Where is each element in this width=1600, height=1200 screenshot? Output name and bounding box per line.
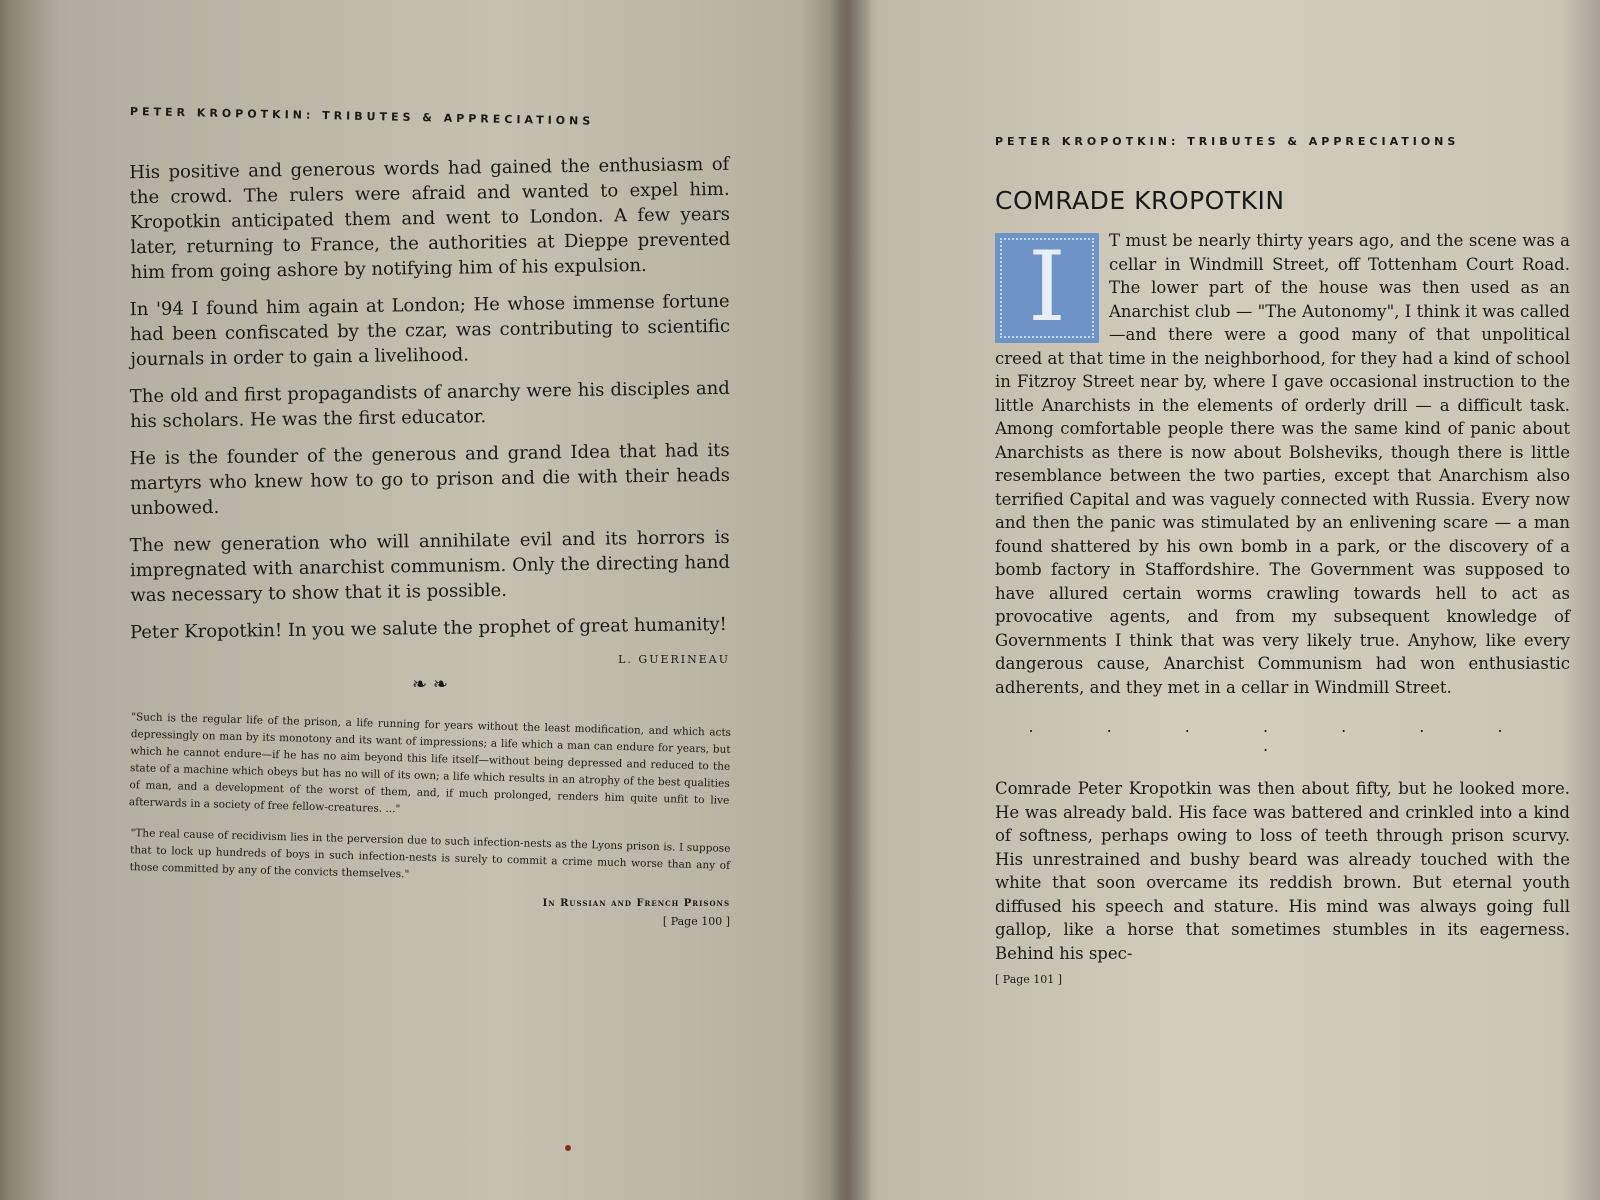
footnote-1: "Such is the regular life of the prison, a life running for years without the least modification, and which acts depressingly on man by its monotony and its want of impressions; a life which a man can endure for years, but which he cannot endure—if he has no aim beyond this life itself—without being depressed and reduced to the state of a machine which obeys but has no will of its own; a life which results in an atrophy of the best qualities of man, and a development of the worst of them, and, if much prolonged, renders him quite unfit to live afterwards in a society of free fellow-creatures. ...": [128, 711, 732, 816]
footnote-source: In Russian and French Prisons: [542, 898, 730, 909]
right-page-number: [ Page 101 ]: [995, 973, 1063, 986]
left-paragraph-1: His positive and generous words had gained the enthusiasm of the crowd. The rulers were afraid and wanted to expel him. Kropotkin anticipated them and went to London. A few years later, returning to France, the authorities at Dieppe prevented him from going ashore by notifying him of his expulsion.: [129, 153, 731, 284]
right-running-head: PETER KROPOTKIN: TRIBUTES & APPRECIATIONS: [995, 135, 1460, 148]
right-paragraph-2: Comrade Peter Kropotkin was then about fifty, but he looked more. He was already bald. His face was battered and crinkled into a kind of softness, perhaps owing to loss of teeth through prison scurvy. His unrestrained and bushy beard was already touched with the white that soon overcame its reddish brown. But eternal youth diffused his speech and stature. His mind was always going full gallop, like a horse that sometimes stumbles in its eagerness. Behind his spec-: [995, 779, 1570, 963]
leaf-ornament-icon: ❧ ❧: [412, 674, 448, 695]
left-paragraph-5: The new generation who will annihilate evil and its horrors is impregnated with anarchist communism. Only the directing hand was necessary to show that it is possible.: [129, 526, 731, 607]
signature: L. GUERINEAU: [618, 653, 730, 666]
chapter-title: COMRADE KROPOTKIN: [995, 186, 1285, 215]
left-page-number: [ Page 100 ]: [662, 915, 730, 928]
right-page: [855, 0, 1600, 1200]
left-paragraph-6: Peter Kropotkin! In you we salute the prophet of great humanity!: [129, 613, 727, 644]
left-paragraph-4: He is the founder of the generous and grand Idea that had its martyrs who knew how to go to prison and die with their heads unbowed.: [129, 439, 731, 520]
left-running-head: PETER KROPOTKIN: TRIBUTES & APPRECIATIONS: [129, 105, 595, 128]
left-paragraph-2: In '94 I found him again at London; He whose immense fortune had been confiscated by the czar, was contributing to scientific journals in order to gain a livelihood.: [129, 290, 731, 371]
section-separator: . . . . . . . .: [1028, 717, 1537, 755]
decorated-dropcap: [995, 233, 1099, 343]
right-paragraph-1: [995, 229, 1570, 699]
footnote-2: "The real cause of recidivism lies in the perversion due to such infection-nests as the Lyons prison is. I suppose that to lock up hundreds of boys in such infection-nests is surely to commit a crime much worse than any of those committed by any of the convicts themselves.": [129, 827, 731, 881]
right-paragraph-1-text: T must be nearly thirty years ago, and the scene was a cellar in Windmill Street, off Tottenham Court Road. The lower part of the house was then used as an Anarchist club — "The Autonomy", I think it was called—and there were a good many of that unpolitical creed at that time in the neighborhood, for they had a kind of school in Fitzroy Street near by, where I gave occasional instruction to the little Anarchists in the elements of orderly drill — a difficult task. Among comfortable people there was the same kind of panic about Anarchists as there is now about Bolsheviks, though there is little resemblance between the two parties, except that Anarchism also terrified Capital and was vaguely connected with Russia. Every now and then the panic was stimulated by an enlivening scare — a man found shattered by his own bomb in a park, or the discovery of a bomb factory in Staffordshire. The Government was supposed to have allured certain worms crawling towards hell to act as provocative agents, and from my subsequent knowledge of Governments I think that was very likely true. Anyhow, like every dangerous cause, Anarchist Communism had won enthusiastic adherents, and they met in a cellar in Windmill Street.: [995, 231, 1570, 697]
left-paragraph-3: The old and first propagandists of anarchy were his disciples and his scholars. He was the first educator.: [129, 377, 730, 433]
dropcap-letter: I: [1028, 231, 1066, 344]
